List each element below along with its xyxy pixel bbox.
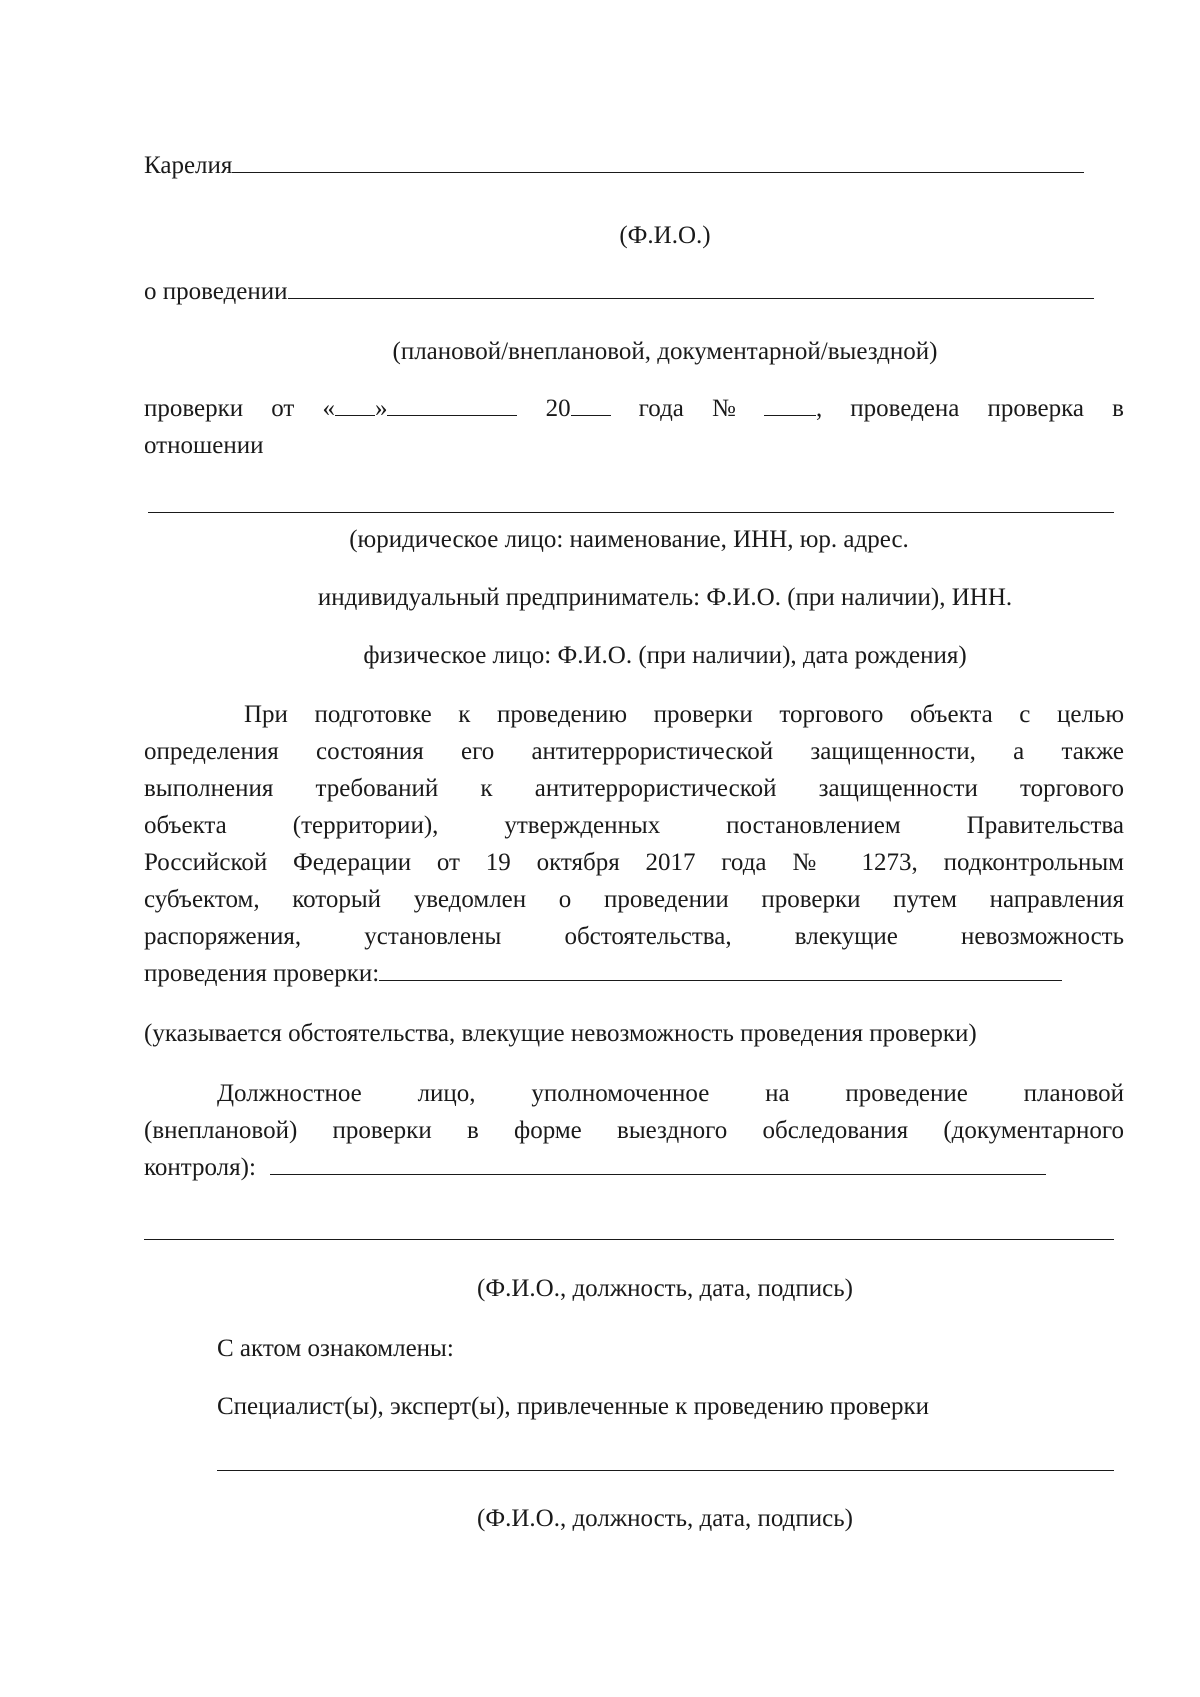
paragraph1-line-1: При подготовке к проведению проверки торгового объекта с целью	[244, 701, 1124, 728]
year-blank[interactable]	[571, 393, 611, 416]
paragraph1-line-2: определения состояния его антитеррористической защищенности, а также	[144, 738, 1124, 765]
subject-caption-2: индивидуальный предприниматель: Ф.И.О. (при наличии), ИНН.	[317, 584, 1013, 611]
year-prefix: 20	[545, 395, 571, 422]
official-caption: (Ф.И.О., должность, дата, подпись)	[477, 1275, 853, 1302]
date-line-cont: отношении	[144, 432, 264, 459]
paragraph1-line-4: объекта (территории), утвержденных постановлением Правительства	[144, 812, 1124, 839]
date-word-11: в	[1112, 395, 1124, 422]
specialists-caption: (Ф.И.О., должность, дата, подпись)	[477, 1505, 853, 1532]
subject-caption-1: (юридическое лицо: наименование, ИНН, юр. адрес.	[349, 526, 909, 553]
day-blank[interactable]	[335, 393, 375, 416]
number-group	[764, 390, 822, 427]
comma: ,	[815, 395, 823, 422]
date-word-6: года	[638, 395, 684, 422]
month-blank[interactable]	[387, 393, 517, 416]
number-blank[interactable]	[764, 393, 816, 416]
number-sign: №	[711, 395, 736, 422]
specialists-label: Специалист(ы), эксперт(ы), привлеченные к проведению проверки	[217, 1393, 930, 1420]
circumstances-caption: (указывается обстоятельства, влекущие невозможность проведения проверки)	[144, 1020, 977, 1047]
date-word-1: проверки	[144, 395, 244, 422]
inspection-type-blank[interactable]	[288, 276, 1094, 299]
paragraph1-last-line	[144, 955, 1062, 992]
paragraph1-last-text: проведения проверки:	[144, 960, 380, 987]
date-line	[144, 390, 1124, 427]
fio-caption: (Ф.И.О.)	[619, 222, 711, 249]
subject-caption-3: физическое лицо: Ф.И.О. (при наличии), дата рождения)	[363, 642, 967, 669]
inspection-line	[144, 273, 1094, 310]
paragraph1-line-5: Российской Федерации от 19 октября 2017 года № 1273, подконтрольным	[144, 849, 1124, 876]
date-day-group	[322, 390, 517, 427]
close-quote: »	[374, 395, 388, 422]
circumstances-blank[interactable]	[379, 958, 1062, 981]
date-word-9: проведена	[850, 395, 960, 422]
paragraph2-last-text: контроля):	[144, 1154, 256, 1181]
inspection-type-caption: (плановой/внеплановой, документарной/выездной)	[392, 338, 938, 365]
paragraph2-line-2: (внеплановой) проверки в форме выездного обследования (документарного	[144, 1117, 1124, 1144]
subject-blank[interactable]	[148, 512, 1114, 513]
paragraph2-last-line	[144, 1149, 1046, 1186]
date-word-10: проверка	[987, 395, 1084, 422]
region-label: Карелия	[144, 152, 233, 179]
open-quote: «	[322, 395, 335, 422]
region-line	[144, 147, 1084, 184]
specialists-signature-blank[interactable]	[217, 1470, 1114, 1471]
year-group	[546, 390, 611, 427]
paragraph2-line-1: Должностное лицо, уполномоченное на проведение плановой	[217, 1080, 1124, 1107]
official-signature-blank[interactable]	[144, 1239, 1114, 1240]
paragraph1-line-7: распоряжения, установлены обстоятельства, влекущие невозможность	[144, 923, 1124, 950]
acquainted-label: С актом ознакомлены:	[217, 1335, 454, 1362]
region-blank[interactable]	[232, 150, 1084, 173]
inspection-label: о проведении	[144, 278, 288, 305]
paragraph1-line-3: выполнения требований к антитеррористической защищенности торгового	[144, 775, 1124, 802]
official-blank[interactable]	[270, 1152, 1046, 1175]
date-word-2: от	[271, 395, 295, 422]
paragraph1-line-6: субъектом, который уведомлен о проведении проверки путем направления	[144, 886, 1124, 913]
